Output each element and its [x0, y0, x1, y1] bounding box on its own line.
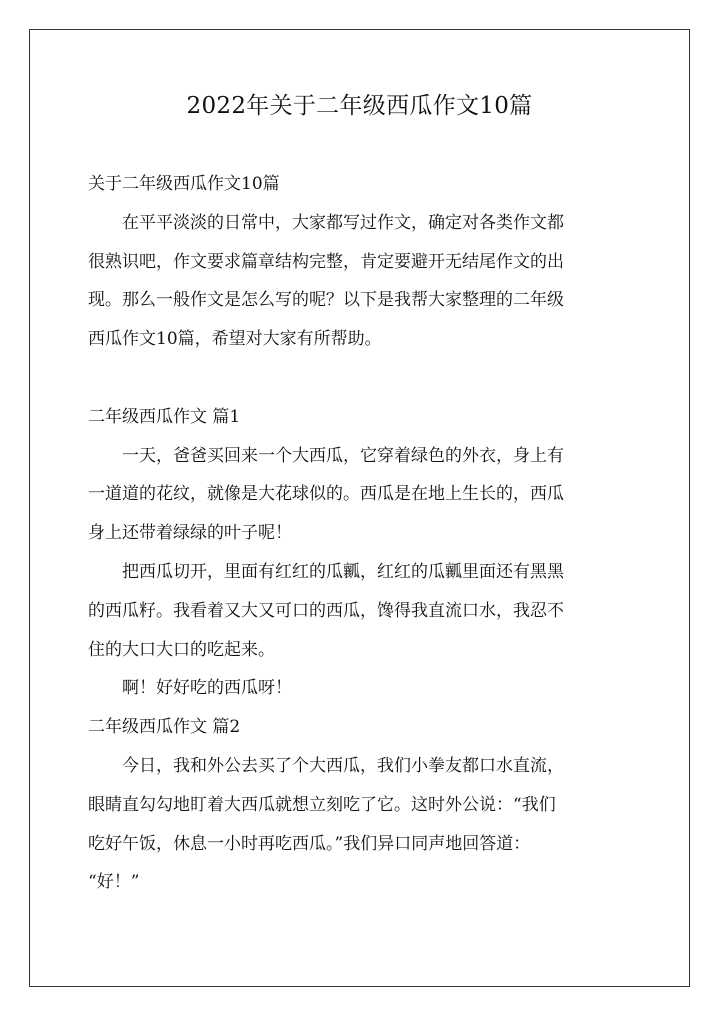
document-title: 2022年关于二年级西瓜作文10篇 — [186, 93, 533, 119]
paragraph-line: 一道道的花纹，就像是大花球似的。西瓜是在地上生长的，西瓜 — [88, 484, 564, 505]
paragraph-line: 眼睛直勾勾地盯着大西瓜就想立刻吃了它。这时外公说：“我们 — [88, 794, 556, 815]
paragraph-line: 住的大口大口的吃起来。 — [88, 639, 275, 660]
blank-line — [88, 359, 634, 398]
paragraph-line: 吃好午饭，休息一小时再吃西瓜。”我们异口同声地回答道： — [88, 833, 531, 854]
document-body — [88, 165, 634, 902]
paragraph-line: 啊！好好吃的西瓜呀！ — [122, 678, 292, 699]
intro-line: 现。那么一般作文是怎么写的呢？以下是我帮大家整理的二年级 — [88, 290, 564, 311]
paragraph-line: 身上还带着绿绿的叶子呢！ — [88, 523, 292, 544]
paragraph-line: “好！” — [88, 872, 140, 893]
intro-line: 西瓜作文10篇，希望对大家有所帮助。 — [88, 329, 382, 350]
section-heading: 二年级西瓜作文 篇1 — [88, 406, 241, 427]
paragraph-line: 把西瓜切开，里面有红红的瓜瓤，红红的瓜瓤里面还有黑黑 — [122, 561, 564, 582]
intro-line: 很熟识吧，作文要求篇章结构完整，肯定要避开无结尾作文的出 — [88, 251, 564, 272]
intro-line: 在平平淡淡的日常中，大家都写过作文，确定对各类作文都 — [122, 212, 564, 233]
paragraph-line: 今日，我和外公去买了个大西瓜，我们小拳友都口水直流， — [122, 755, 564, 776]
subtitle: 关于二年级西瓜作文10篇 — [88, 174, 280, 194]
section-heading: 二年级西瓜作文 篇2 — [88, 717, 241, 738]
paragraph-line: 的西瓜籽。我看着又大又可口的西瓜，馋得我直流口水，我忍不 — [88, 600, 564, 621]
paragraph-line: 一天，爸爸买回来一个大西瓜，它穿着绿色的外衣，身上有 — [122, 445, 564, 466]
